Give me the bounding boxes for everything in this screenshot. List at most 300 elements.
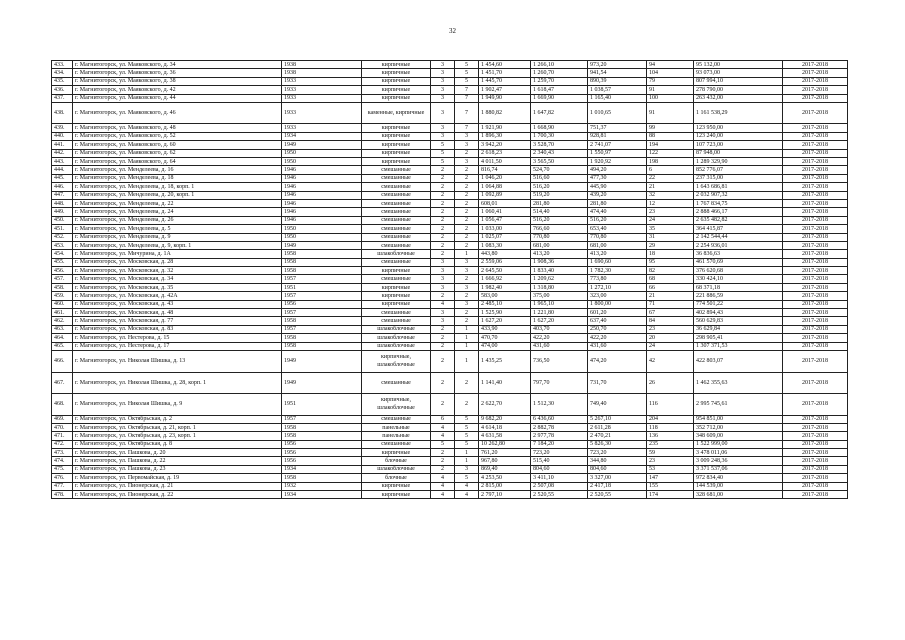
entrances-cell: 2 (455, 208, 479, 216)
floors-cell: 3 (431, 86, 455, 94)
premises-area-cell: 2 977,78 (531, 432, 588, 440)
row-number: 446. (52, 183, 73, 191)
floors-cell: 4 (431, 300, 455, 308)
floors-cell: 3 (431, 317, 455, 325)
planned-period-cell: 2017-2018 (783, 166, 848, 174)
year-cell: 1957 (282, 275, 362, 283)
year-cell: 1958 (282, 342, 362, 350)
cost-cell: 2 142 544,44 (694, 233, 783, 241)
year-cell: 1958 (282, 334, 362, 342)
premises-area-cell: 431,60 (531, 342, 588, 350)
row-number: 477. (52, 482, 73, 490)
premises-area-cell: 524,70 (531, 166, 588, 174)
wall-material-cell: кирпичные (362, 77, 431, 85)
address-cell: г. Магнитогорск, ул. Маяковского, д. 60 (73, 141, 282, 149)
table-row (52, 250, 848, 258)
address-cell: г. Магнитогорск, ул. Мичурина, д. 1А (73, 250, 282, 258)
year-cell: 1956 (282, 440, 362, 448)
total-area-cell: 3 942,20 (479, 141, 531, 149)
entrances-cell: 3 (455, 465, 479, 473)
wall-material-cell: кирпичные (362, 449, 431, 457)
year-cell: 1933 (282, 124, 362, 132)
wall-material-cell: смешанные (362, 208, 431, 216)
total-area-cell: 1 025,07 (479, 233, 531, 241)
total-area-cell: 4 614,18 (479, 423, 531, 431)
address-cell: г. Магнитогорск, ул. Московская, д. 32 (73, 267, 282, 275)
premises-area-cell: 1 669,90 (531, 94, 588, 102)
premises-area-cell: 1 260,70 (531, 69, 588, 77)
wall-material-cell: шлакоблочные (362, 334, 431, 342)
entrances-cell: 7 (455, 102, 479, 124)
table-row (52, 449, 848, 457)
planned-period-cell: 2017-2018 (783, 158, 848, 166)
residents-cell: 26 (647, 372, 694, 394)
premises-area-cell: 375,00 (531, 292, 588, 300)
cost-cell: 364 415,87 (694, 225, 783, 233)
cost-cell: 123 950,00 (694, 124, 783, 132)
planned-period-cell: 2017-2018 (783, 102, 848, 124)
floors-cell: 2 (431, 372, 455, 394)
cost-cell: 2 254 936,01 (694, 241, 783, 249)
floors-cell: 2 (431, 183, 455, 191)
premises-area-cell: 514,40 (531, 208, 588, 216)
cost-cell: 352 712,00 (694, 423, 783, 431)
year-cell: 1951 (282, 283, 362, 291)
year-cell: 1949 (282, 141, 362, 149)
entrances-cell: 1 (455, 351, 479, 373)
cost-cell: 1 767 834,75 (694, 199, 783, 207)
floors-cell: 3 (431, 61, 455, 69)
year-cell: 1949 (282, 241, 362, 249)
planned-period-cell: 2017-2018 (783, 94, 848, 102)
residential-area-cell: 928,81 (588, 132, 647, 140)
residents-cell: 118 (647, 423, 694, 431)
residential-area-cell: 5 267,10 (588, 415, 647, 423)
row-number: 455. (52, 258, 73, 266)
residential-area-cell: 804,60 (588, 465, 647, 473)
address-cell: г. Магнитогорск, ул. Маяковского, д. 52 (73, 132, 282, 140)
row-number: 438. (52, 102, 73, 124)
row-number: 453. (52, 241, 73, 249)
residential-area-cell: 1 920,92 (588, 158, 647, 166)
wall-material-cell: кирпичные (362, 300, 431, 308)
wall-material-cell: смешанные (362, 174, 431, 182)
premises-area-cell: 281,80 (531, 199, 588, 207)
cost-cell: 954 851,00 (694, 415, 783, 423)
table-row (52, 149, 848, 157)
row-number: 460. (52, 300, 73, 308)
address-cell: г. Магнитогорск, ул. Николая Шишка, д. 13 (73, 351, 282, 373)
wall-material-cell: смешанные (362, 225, 431, 233)
residential-area-cell: 2 741,07 (588, 141, 647, 149)
cost-cell: 1 307 371,53 (694, 342, 783, 350)
address-cell: г. Магнитогорск, ул. Менделеева, д. 9, корп. 1 (73, 241, 282, 249)
residents-cell: 35 (647, 225, 694, 233)
premises-area-cell: 3 528,70 (531, 141, 588, 149)
wall-material-cell: смешанные (362, 372, 431, 394)
row-number: 441. (52, 141, 73, 149)
address-cell: г. Магнитогорск, ул. Октябрьская, д. 2 (73, 415, 282, 423)
table-row (52, 132, 848, 140)
total-area-cell: 433,90 (479, 325, 531, 333)
table-row (52, 86, 848, 94)
residents-cell: 66 (647, 283, 694, 291)
residents-cell: 194 (647, 141, 694, 149)
entrances-cell: 2 (455, 241, 479, 249)
planned-period-cell: 2017-2018 (783, 440, 848, 448)
floors-cell: 5 (431, 158, 455, 166)
planned-period-cell: 2017-2018 (783, 191, 848, 199)
table-row (52, 372, 848, 394)
cost-cell: 221 886,59 (694, 292, 783, 300)
entrances-cell: 7 (455, 86, 479, 94)
year-cell: 1933 (282, 94, 362, 102)
entrances-cell: 1 (455, 325, 479, 333)
cost-cell: 107 723,00 (694, 141, 783, 149)
premises-area-cell: 403,70 (531, 325, 588, 333)
total-area-cell: 1 435,25 (479, 351, 531, 373)
residential-area-cell: 731,70 (588, 372, 647, 394)
residential-area-cell: 2 417,18 (588, 482, 647, 490)
floors-cell: 3 (431, 132, 455, 140)
table-row (52, 199, 848, 207)
floors-cell: 4 (431, 423, 455, 431)
entrances-cell: 2 (455, 225, 479, 233)
premises-area-cell: 770,80 (531, 233, 588, 241)
wall-material-cell: шлакоблочные (362, 342, 431, 350)
total-area-cell: 2 645,50 (479, 267, 531, 275)
wall-material-cell: кирпичные (362, 482, 431, 490)
residents-cell: 18 (647, 250, 694, 258)
wall-material-cell: шлакоблочные (362, 250, 431, 258)
year-cell: 1938 (282, 61, 362, 69)
wall-material-cell: смешанные (362, 233, 431, 241)
planned-period-cell: 2017-2018 (783, 415, 848, 423)
floors-cell: 3 (431, 275, 455, 283)
cost-cell: 36 836,63 (694, 250, 783, 258)
residential-area-cell: 749,40 (588, 394, 647, 416)
address-cell: г. Магнитогорск, ул. Менделеева, д. 9 (73, 233, 282, 241)
planned-period-cell: 2017-2018 (783, 267, 848, 275)
table-row (52, 124, 848, 132)
address-cell: г. Магнитогорск, ул. Московская, д. 34 (73, 275, 282, 283)
cost-cell: 1 289 329,90 (694, 158, 783, 166)
premises-area-cell: 1 221,80 (531, 309, 588, 317)
entrances-cell: 2 (455, 166, 479, 174)
cost-cell: 560 629,83 (694, 317, 783, 325)
row-number: 458. (52, 283, 73, 291)
address-cell: г. Магнитогорск, ул. Нестерова, д. 17 (73, 342, 282, 350)
residents-cell: 91 (647, 102, 694, 124)
table-row (52, 283, 848, 291)
cost-cell: 144 539,00 (694, 482, 783, 490)
year-cell: 1933 (282, 102, 362, 124)
cost-cell: 376 620,68 (694, 267, 783, 275)
row-number: 465. (52, 342, 73, 350)
row-number: 434. (52, 69, 73, 77)
residential-area-cell: 474,20 (588, 351, 647, 373)
entrances-cell: 2 (455, 394, 479, 416)
residential-area-cell: 2 611,28 (588, 423, 647, 431)
floors-cell: 5 (431, 149, 455, 157)
entrances-cell: 3 (455, 267, 479, 275)
wall-material-cell: кирпичные (362, 141, 431, 149)
residential-area-cell: 1 782,30 (588, 267, 647, 275)
premises-area-cell: 1 618,47 (531, 86, 588, 94)
planned-period-cell: 2017-2018 (783, 283, 848, 291)
entrances-cell: 5 (455, 61, 479, 69)
cost-cell: 2 635 482,82 (694, 216, 783, 224)
residents-cell: 12 (647, 199, 694, 207)
total-area-cell: 1 921,90 (479, 124, 531, 132)
premises-area-cell: 413,20 (531, 250, 588, 258)
planned-period-cell: 2017-2018 (783, 241, 848, 249)
table-row (52, 77, 848, 85)
table-row (52, 432, 848, 440)
cost-cell: 807 994,10 (694, 77, 783, 85)
table-row (52, 342, 848, 350)
residents-cell: 99 (647, 124, 694, 132)
total-area-cell: 443,80 (479, 250, 531, 258)
entrances-cell: 3 (455, 283, 479, 291)
wall-material-cell: кирпичные (362, 158, 431, 166)
total-area-cell: 4 631,58 (479, 432, 531, 440)
table-row (52, 440, 848, 448)
residential-area-cell: 890,39 (588, 77, 647, 85)
address-cell: г. Магнитогорск, ул. Октябрьская, д. 21, корп. 1 (73, 423, 282, 431)
year-cell: 1946 (282, 216, 362, 224)
address-cell: г. Магнитогорск, ул. Маяковского, д. 42 (73, 86, 282, 94)
table-row (52, 233, 848, 241)
cost-cell: 1 462 355,63 (694, 372, 783, 394)
residential-area-cell: 439,20 (588, 191, 647, 199)
planned-period-cell: 2017-2018 (783, 132, 848, 140)
residential-area-cell: 941,54 (588, 69, 647, 77)
table-row (52, 491, 848, 499)
row-number: 443. (52, 158, 73, 166)
row-number: 451. (52, 225, 73, 233)
address-cell: г. Магнитогорск, ул. Московская, д. 43 (73, 300, 282, 308)
total-area-cell: 1 092,89 (479, 191, 531, 199)
entrances-cell: 5 (455, 440, 479, 448)
address-cell: г. Магнитогорск, ул. Маяковского, д. 34 (73, 61, 282, 69)
entrances-cell: 5 (455, 69, 479, 77)
premises-area-cell: 6 436,60 (531, 415, 588, 423)
wall-material-cell: кирпичные (362, 69, 431, 77)
row-number: 471. (52, 432, 73, 440)
premises-area-cell: 3 565,50 (531, 158, 588, 166)
planned-period-cell: 2017-2018 (783, 491, 848, 499)
planned-period-cell: 2017-2018 (783, 216, 848, 224)
premises-area-cell: 1 965,10 (531, 300, 588, 308)
cost-cell: 3 478 011,06 (694, 449, 783, 457)
premises-area-cell: 1 512,30 (531, 394, 588, 416)
address-cell: г. Магнитогорск, ул. Маяковского, д. 38 (73, 77, 282, 85)
planned-period-cell: 2017-2018 (783, 309, 848, 317)
premises-area-cell: 1 647,82 (531, 102, 588, 124)
table-row (52, 300, 848, 308)
residents-cell: 147 (647, 474, 694, 482)
cost-cell: 2 888 466,17 (694, 208, 783, 216)
floors-cell: 4 (431, 491, 455, 499)
floors-cell: 3 (431, 283, 455, 291)
cost-cell: 348 609,00 (694, 432, 783, 440)
floors-cell: 6 (431, 415, 455, 423)
floors-cell: 4 (431, 474, 455, 482)
total-area-cell: 4 011,50 (479, 158, 531, 166)
planned-period-cell: 2017-2018 (783, 86, 848, 94)
premises-area-cell: 1 668,90 (531, 124, 588, 132)
residential-area-cell: 281,80 (588, 199, 647, 207)
residential-area-cell: 445,90 (588, 183, 647, 191)
wall-material-cell: кирпичные (362, 124, 431, 132)
cost-cell: 278 790,00 (694, 86, 783, 94)
wall-material-cell: смешанные (362, 241, 431, 249)
floors-cell: 3 (431, 258, 455, 266)
entrances-cell: 5 (455, 415, 479, 423)
planned-period-cell: 2017-2018 (783, 141, 848, 149)
premises-area-cell: 515,40 (531, 457, 588, 465)
wall-material-cell: блочные (362, 457, 431, 465)
floors-cell: 3 (431, 77, 455, 85)
planned-period-cell: 2017-2018 (783, 334, 848, 342)
wall-material-cell: кирпичные (362, 86, 431, 94)
residential-area-cell: 344,80 (588, 457, 647, 465)
residents-cell: 24 (647, 342, 694, 350)
floors-cell: 4 (431, 482, 455, 490)
address-cell: г. Магнитогорск, ул. Московская, д. 83 (73, 325, 282, 333)
entrances-cell: 4 (455, 491, 479, 499)
wall-material-cell: смешанные (362, 191, 431, 199)
entrances-cell: 1 (455, 457, 479, 465)
floors-cell: 2 (431, 394, 455, 416)
residential-area-cell: 723,20 (588, 449, 647, 457)
wall-material-cell: смешанные (362, 216, 431, 224)
residents-cell: 95 (647, 258, 694, 266)
table-row (52, 61, 848, 69)
total-area-cell: 2 485,10 (479, 300, 531, 308)
year-cell: 1958 (282, 250, 362, 258)
table-row (52, 334, 848, 342)
row-number: 440. (52, 132, 73, 140)
floors-cell: 4 (431, 432, 455, 440)
address-cell: г. Магнитогорск, ул. Московская, д. 42А (73, 292, 282, 300)
residents-cell: 198 (647, 158, 694, 166)
row-number: 469. (52, 415, 73, 423)
row-number: 449. (52, 208, 73, 216)
planned-period-cell: 2017-2018 (783, 183, 848, 191)
year-cell: 1934 (282, 491, 362, 499)
residents-cell: 84 (647, 317, 694, 325)
planned-period-cell: 2017-2018 (783, 275, 848, 283)
address-cell: г. Магнитогорск, ул. Менделеева, д. 22 (73, 199, 282, 207)
total-area-cell: 1 046,20 (479, 174, 531, 182)
table-row (52, 191, 848, 199)
table-row (52, 474, 848, 482)
premises-area-cell: 1 627,20 (531, 317, 588, 325)
residents-cell: 136 (647, 432, 694, 440)
residential-area-cell: 751,37 (588, 124, 647, 132)
floors-cell: 2 (431, 174, 455, 182)
row-number: 445. (52, 174, 73, 182)
address-cell: г. Магнитогорск, ул. Маяковского, д. 36 (73, 69, 282, 77)
cost-cell: 263 432,00 (694, 94, 783, 102)
entrances-cell: 2 (455, 183, 479, 191)
residential-area-cell: 516,20 (588, 216, 647, 224)
residents-cell: 20 (647, 334, 694, 342)
floors-cell: 2 (431, 250, 455, 258)
residents-cell: 23 (647, 325, 694, 333)
cost-cell: 298 905,41 (694, 334, 783, 342)
address-cell: г. Магнитогорск, ул. Менделеева, д. 16 (73, 166, 282, 174)
row-number: 433. (52, 61, 73, 69)
row-number: 435. (52, 77, 73, 85)
premises-area-cell: 1 908,36 (531, 258, 588, 266)
premises-area-cell: 1 833,40 (531, 267, 588, 275)
premises-area-cell: 2 340,43 (531, 149, 588, 157)
residential-area-cell: 477,30 (588, 174, 647, 182)
residents-cell: 88 (647, 132, 694, 140)
address-cell: г. Магнитогорск, ул. Пашкова, д. 20 (73, 449, 282, 457)
wall-material-cell: кирпичные (362, 292, 431, 300)
cost-cell: 3 009 248,36 (694, 457, 783, 465)
entrances-cell: 3 (455, 158, 479, 166)
year-cell: 1951 (282, 394, 362, 416)
cost-cell: 2 995 745,61 (694, 394, 783, 416)
year-cell: 1957 (282, 415, 362, 423)
planned-period-cell: 2017-2018 (783, 61, 848, 69)
row-number: 464. (52, 334, 73, 342)
table-row (52, 267, 848, 275)
row-number: 459. (52, 292, 73, 300)
planned-period-cell: 2017-2018 (783, 474, 848, 482)
floors-cell: 2 (431, 225, 455, 233)
row-number: 461. (52, 309, 73, 317)
premises-area-cell: 516,20 (531, 183, 588, 191)
wall-material-cell: смешанные (362, 258, 431, 266)
address-cell: г. Магнитогорск, ул. Менделеева, д. 5 (73, 225, 282, 233)
residents-cell: 23 (647, 457, 694, 465)
total-area-cell: 4 253,50 (479, 474, 531, 482)
total-area-cell: 1 880,82 (479, 102, 531, 124)
row-number: 437. (52, 94, 73, 102)
total-area-cell: 470,70 (479, 334, 531, 342)
entrances-cell: 3 (455, 258, 479, 266)
address-cell: г. Магнитогорск, ул. Маяковского, д. 44 (73, 94, 282, 102)
total-area-cell: 1 982,40 (479, 283, 531, 291)
year-cell: 1958 (282, 432, 362, 440)
year-cell: 1957 (282, 292, 362, 300)
planned-period-cell: 2017-2018 (783, 457, 848, 465)
wall-material-cell: кирпичные (362, 149, 431, 157)
wall-material-cell: смешанные (362, 415, 431, 423)
residents-cell: 59 (647, 449, 694, 457)
total-area-cell: 1 056,47 (479, 216, 531, 224)
entrances-cell: 2 (455, 174, 479, 182)
wall-material-cell: кирпичные (362, 94, 431, 102)
table-row (52, 292, 848, 300)
row-number: 467. (52, 372, 73, 394)
wall-material-cell: панельные (362, 423, 431, 431)
year-cell: 1950 (282, 233, 362, 241)
residential-area-cell: 1 272,10 (588, 283, 647, 291)
residents-cell: 21 (647, 292, 694, 300)
cost-cell: 95 132,00 (694, 61, 783, 69)
premises-area-cell: 1 700,30 (531, 132, 588, 140)
total-area-cell: 1 525,90 (479, 309, 531, 317)
entrances-cell: 3 (455, 141, 479, 149)
planned-period-cell: 2017-2018 (783, 258, 848, 266)
